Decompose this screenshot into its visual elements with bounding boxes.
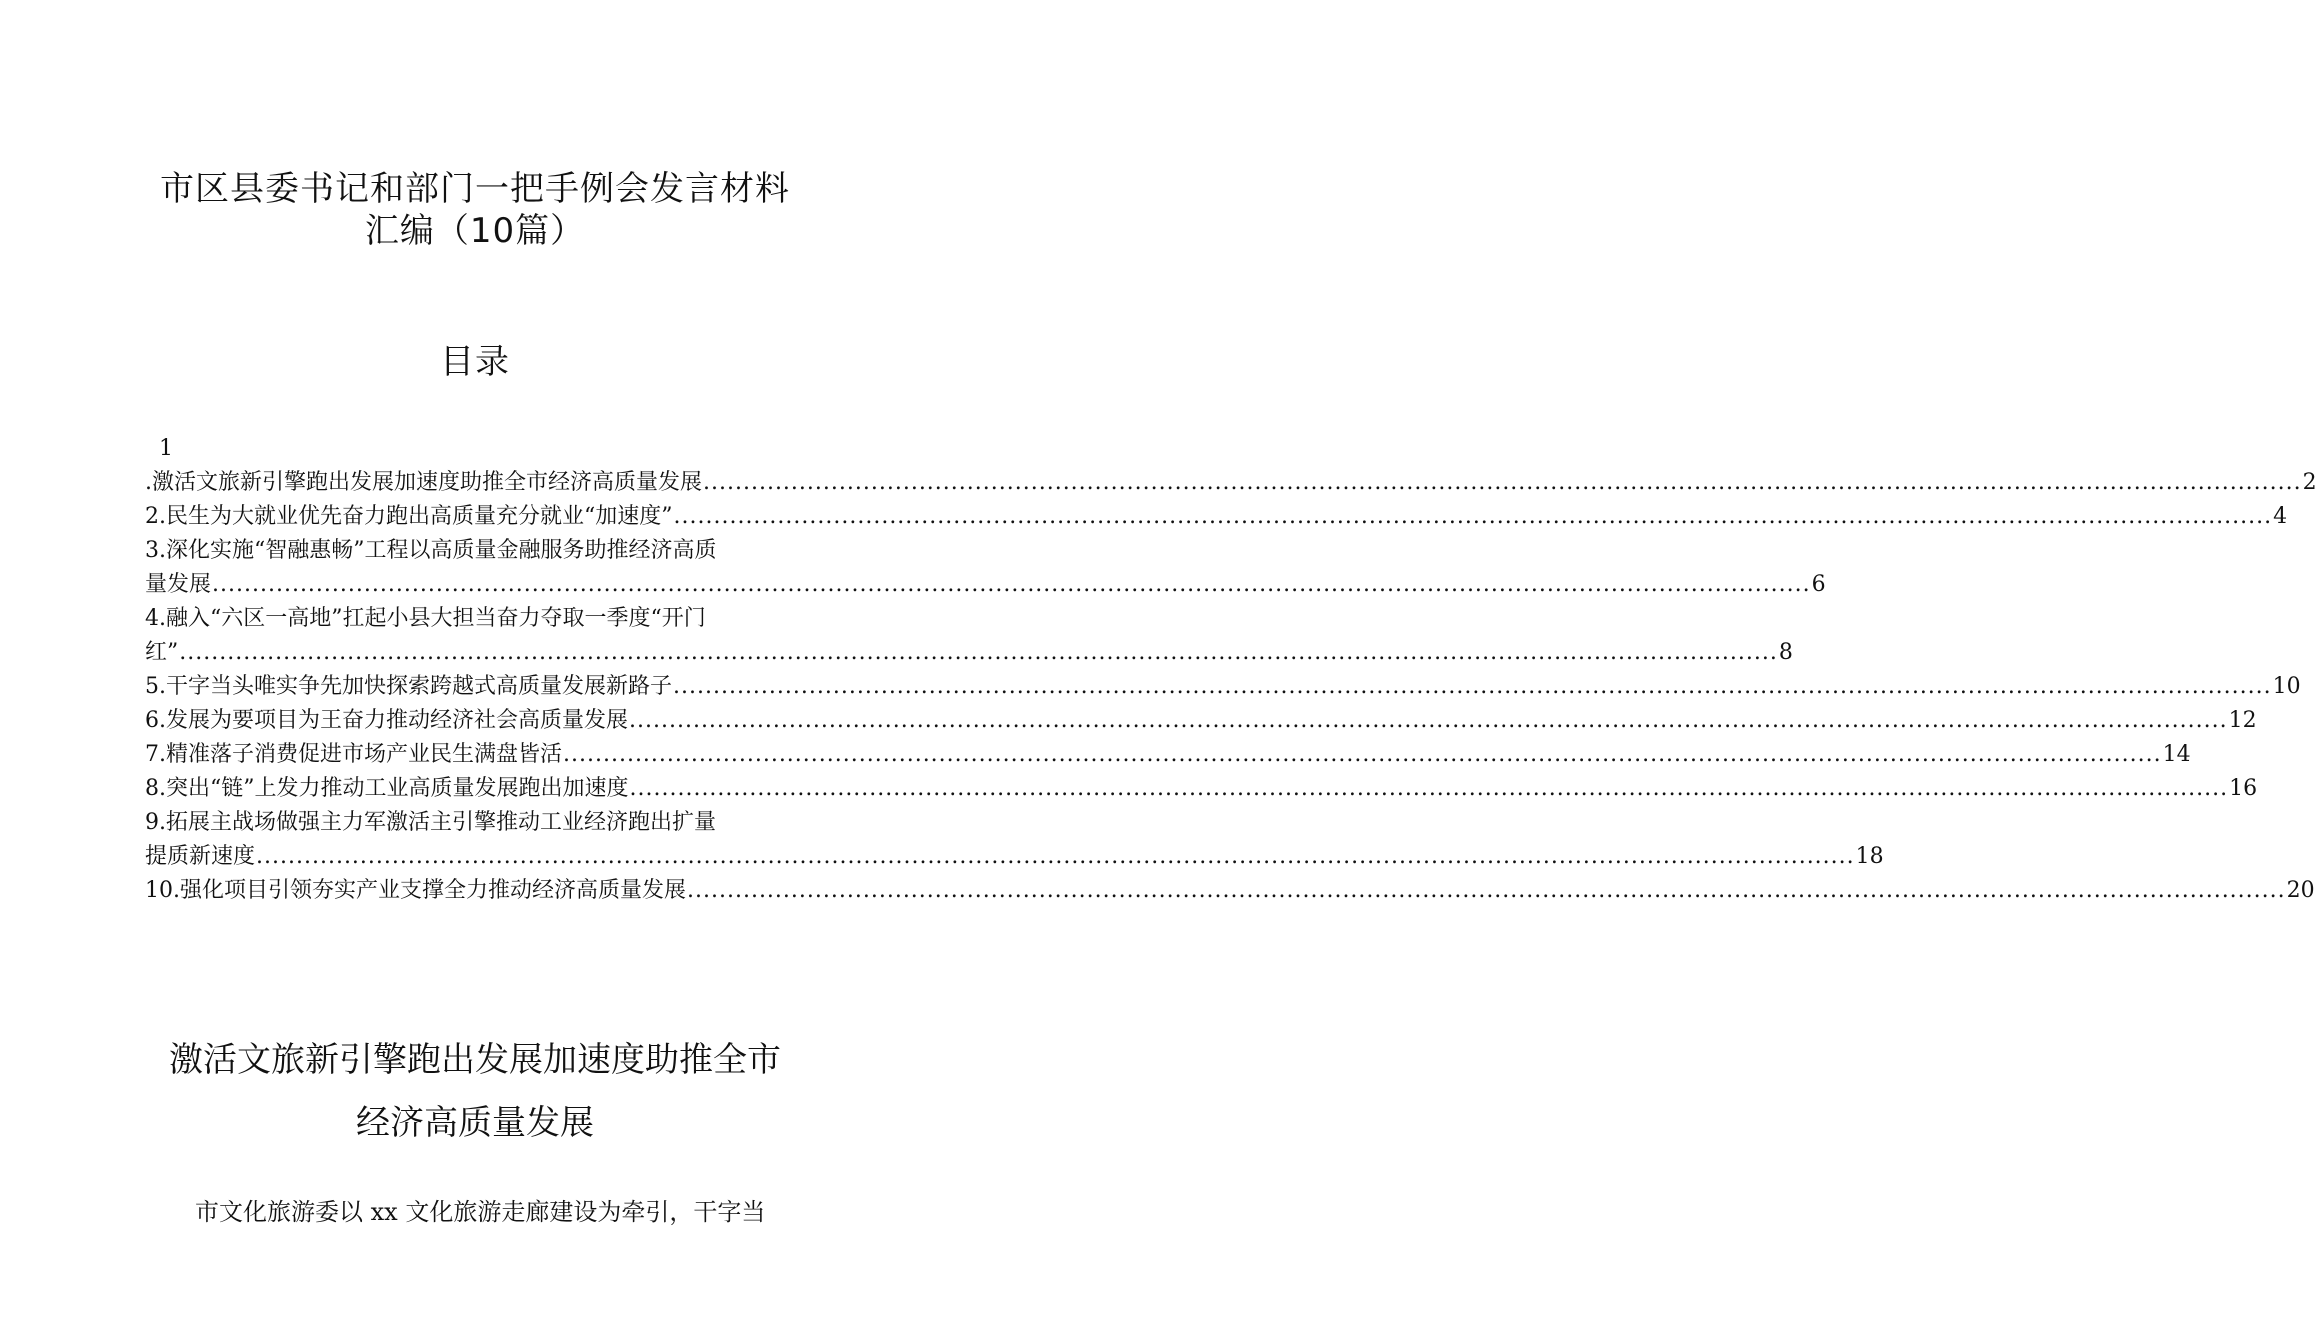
toc-entry-7[interactable]	[145, 738, 2191, 772]
toc-leader: ........................................................................................................................................................................................................	[673, 504, 2273, 529]
toc-page-number: 10	[2272, 674, 2301, 699]
toc-leader: ........................................................................................................................................................................................................	[629, 708, 2228, 733]
toc-entry-4-line-1[interactable]: 4.融入“六区一高地”扛起小县大担当奋力夺取一季度“开门	[145, 606, 706, 631]
toc-heading: 目录	[440, 342, 510, 382]
toc-entry-text: 8.突出“链”上发力推动工业高质量发展跑出加速度	[145, 776, 629, 801]
toc-entry-3-line-2[interactable]	[145, 568, 1826, 602]
toc-entry-9-line-1[interactable]: 9.拓展主战场做强主力军激活主引擎推动工业经济跑出扩量	[145, 810, 716, 835]
toc-entry-text: 10.强化项目引领夯实产业支撑全力推动经济高质量发展	[145, 878, 686, 903]
toc-entry-text: 5.干字当头唯实争先加快探索跨越式高质量发展新路子	[145, 674, 672, 699]
toc-entry-5[interactable]	[145, 670, 2301, 704]
table-of-contents	[145, 432, 2317, 908]
toc-page-number: 2	[2302, 470, 2317, 495]
toc-entry-4-line-2[interactable]	[145, 636, 1793, 670]
toc-leader: ........................................................................................................................................................................................................	[212, 572, 1811, 597]
toc-entry-10[interactable]	[145, 874, 2315, 908]
section-paragraph: 市文化旅游委以 xx 文化旅游走廊建设为牵引，干字当	[195, 1198, 766, 1226]
toc-leader: ........................................................................................................................................................................................................	[629, 776, 2229, 801]
toc-entry-text: 提质新速度	[145, 844, 256, 869]
toc-entry-3-line-1[interactable]: 3.深化实施“智融惠畅”工程以高质量金融服务助推经济高质	[145, 538, 717, 563]
toc-page-number: 16	[2229, 776, 2258, 801]
toc-page-number: 12	[2228, 708, 2257, 733]
toc-first-number: 1	[159, 436, 173, 461]
document-title-line-1: 市区县委书记和部门一把手例会发言材料	[160, 169, 790, 209]
toc-leader: ........................................................................................................................................................................................................	[256, 844, 1855, 869]
toc-leader: ........................................................................................................................................................................................................	[687, 878, 2286, 903]
toc-entry-9-line-2[interactable]	[145, 840, 1884, 874]
toc-page-number: 14	[2162, 742, 2191, 767]
section-title-line-1: 激活文旅新引擎跑出发展加速度助推全市	[169, 1040, 781, 1080]
toc-page-number: 4	[2273, 504, 2288, 529]
toc-entry-6[interactable]	[145, 704, 2257, 738]
toc-page-number: 18	[1855, 844, 1884, 869]
toc-entry-1[interactable]	[145, 466, 2317, 500]
toc-leader: ........................................................................................................................................................................................................	[563, 742, 2162, 767]
section-title-line-2: 经济高质量发展	[356, 1103, 594, 1143]
toc-entry-8[interactable]	[145, 772, 2258, 806]
toc-entry-text: 红”	[145, 640, 179, 665]
toc-entry-text: 2.民生为大就业优先奋力跑出高质量充分就业“加速度”	[145, 504, 673, 529]
toc-leader: ........................................................................................................................................................................................................	[179, 640, 1778, 665]
toc-entry-text: 7.精准落子消费促进市场产业民生满盘皆活	[145, 742, 562, 767]
toc-leader: ........................................................................................................................................................................................................	[673, 674, 2272, 699]
toc-entry-text: 量发展	[145, 572, 212, 597]
toc-page-number: 6	[1811, 572, 1826, 597]
toc-entry-2[interactable]	[145, 500, 2288, 534]
toc-leader: ........................................................................................................................................................................................................	[703, 470, 2302, 495]
toc-entry-text: 6.发展为要项目为王奋力推动经济社会高质量发展	[145, 708, 628, 733]
document-title-line-2: 汇编（10篇）	[364, 211, 586, 251]
toc-entry-text: .激活文旅新引擎跑出发展加速度助推全市经济高质量发展	[145, 470, 702, 495]
toc-page-number: 8	[1778, 640, 1793, 665]
toc-page-number: 20	[2286, 878, 2315, 903]
